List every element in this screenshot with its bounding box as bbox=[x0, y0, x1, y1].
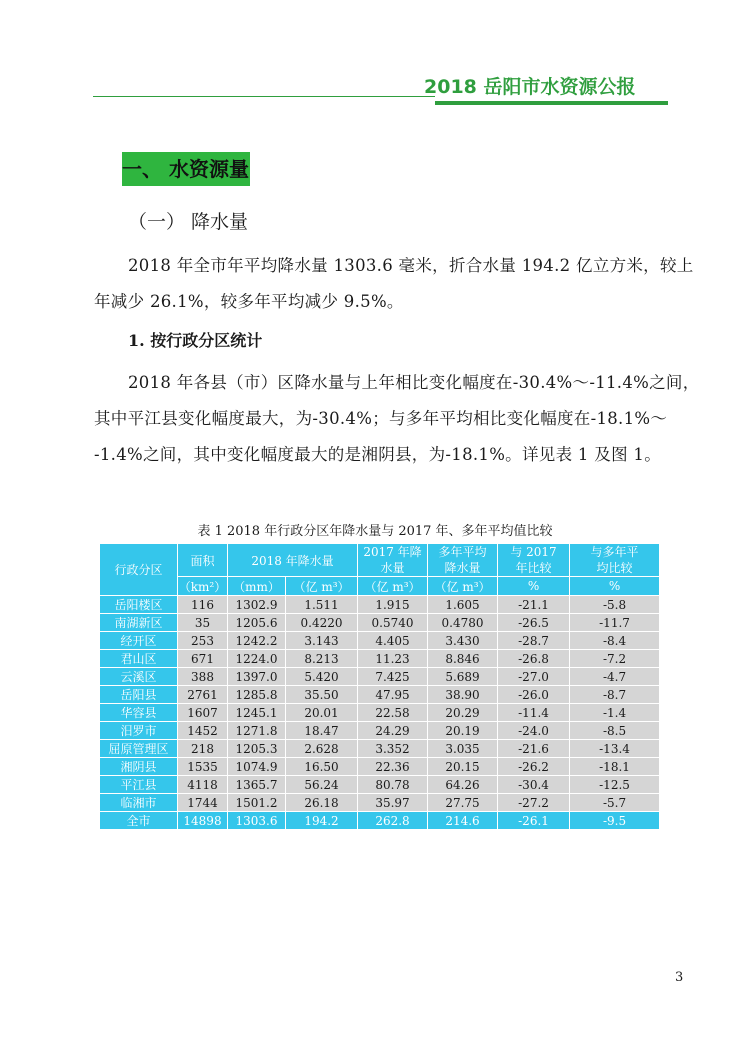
header-unit: （亿 m³） bbox=[358, 577, 428, 596]
table-cell: 1224.0 bbox=[228, 650, 286, 668]
table-cell: 1535 bbox=[178, 758, 228, 776]
table-cell: -4.7 bbox=[570, 668, 660, 686]
table-cell: 16.50 bbox=[286, 758, 358, 776]
table-cell-district: 南湖新区 bbox=[100, 614, 178, 632]
table-cell-district: 岳阳楼区 bbox=[100, 596, 178, 614]
table-cell: 214.6 bbox=[428, 812, 498, 830]
table-cell-district: 湘阴县 bbox=[100, 758, 178, 776]
table-cell: 35.97 bbox=[358, 794, 428, 812]
table-cell: 671 bbox=[178, 650, 228, 668]
table-cell: 4.405 bbox=[358, 632, 428, 650]
table-cell: -11.4 bbox=[498, 704, 570, 722]
table-cell: 1452 bbox=[178, 722, 228, 740]
table-cell: 194.2 bbox=[286, 812, 358, 830]
table-cell: 20.01 bbox=[286, 704, 358, 722]
table-cell: -8.5 bbox=[570, 722, 660, 740]
table-cell: 0.4780 bbox=[428, 614, 498, 632]
table-cell: 1365.7 bbox=[228, 776, 286, 794]
table-cell-district: 岳阳县 bbox=[100, 686, 178, 704]
header-district: 行政分区 bbox=[100, 544, 178, 596]
table-cell: 262.8 bbox=[358, 812, 428, 830]
table-cell: 1245.1 bbox=[228, 704, 286, 722]
table-cell: 0.4220 bbox=[286, 614, 358, 632]
header-unit: % bbox=[570, 577, 660, 596]
header-unit: （mm） bbox=[228, 577, 286, 596]
table-cell: 1303.6 bbox=[228, 812, 286, 830]
table-row bbox=[100, 758, 660, 776]
table-cell: 38.90 bbox=[428, 686, 498, 704]
table-cell-district: 临湘市 bbox=[100, 794, 178, 812]
table-cell-district: 全市 bbox=[100, 812, 178, 830]
table-cell: 1397.0 bbox=[228, 668, 286, 686]
table-cell-district: 云溪区 bbox=[100, 668, 178, 686]
table-cell: 22.36 bbox=[358, 758, 428, 776]
table-cell: -8.7 bbox=[570, 686, 660, 704]
header-compare-average: 与多年平 均比较 bbox=[570, 544, 660, 577]
table-cell: 5.689 bbox=[428, 668, 498, 686]
table-cell: 27.75 bbox=[428, 794, 498, 812]
header-unit: % bbox=[498, 577, 570, 596]
precipitation-table bbox=[99, 543, 660, 830]
table-cell-district: 平江县 bbox=[100, 776, 178, 794]
table-cell: -27.2 bbox=[498, 794, 570, 812]
table-cell: -5.7 bbox=[570, 794, 660, 812]
table-cell: 3.035 bbox=[428, 740, 498, 758]
table-cell: -26.1 bbox=[498, 812, 570, 830]
table-cell: -30.4 bbox=[498, 776, 570, 794]
table-cell: 2761 bbox=[178, 686, 228, 704]
table-cell: 1242.2 bbox=[228, 632, 286, 650]
table-cell: -12.5 bbox=[570, 776, 660, 794]
header-rain-2017: 2017 年降 水量 bbox=[358, 544, 428, 577]
table-cell: 3.143 bbox=[286, 632, 358, 650]
table-cell: -21.1 bbox=[498, 596, 570, 614]
table-cell: 18.47 bbox=[286, 722, 358, 740]
paragraph-1-line-1: 2018 年全市年平均降水量 1303.6 毫米，折合水量 194.2 亿立方米，较上 bbox=[128, 256, 694, 275]
table-cell: 1285.8 bbox=[228, 686, 286, 704]
header-rain-2018: 2018 年降水量 bbox=[228, 544, 358, 577]
table-row bbox=[100, 794, 660, 812]
table-cell: 1205.3 bbox=[228, 740, 286, 758]
table-row bbox=[100, 596, 660, 614]
paragraph-1-line-2: 年减少 26.1%，较多年平均减少 9.5%。 bbox=[94, 292, 404, 311]
table-cell: 1744 bbox=[178, 794, 228, 812]
section-heading: 一、 水资源量 bbox=[122, 152, 250, 186]
header-rule-thin bbox=[93, 96, 435, 97]
table-cell: 5.420 bbox=[286, 668, 358, 686]
table-cell: -8.4 bbox=[570, 632, 660, 650]
header-unit: （亿 m³） bbox=[428, 577, 498, 596]
running-header-title: 2018 岳阳市水资源公报 bbox=[424, 76, 636, 98]
paragraph-2-line-3: -1.4%之间，其中变化幅度最大的是湘阴县，为-18.1%。详见表 1 及图 1。 bbox=[94, 445, 662, 464]
table-cell: -26.5 bbox=[498, 614, 570, 632]
item-heading: 1. 按行政分区统计 bbox=[128, 331, 263, 350]
table-caption: 表 1 2018 年行政分区年降水量与 2017 年、多年平均值比较 bbox=[197, 524, 553, 539]
table-cell: -5.8 bbox=[570, 596, 660, 614]
table-cell: 116 bbox=[178, 596, 228, 614]
table-cell: 20.19 bbox=[428, 722, 498, 740]
table-cell: 1302.9 bbox=[228, 596, 286, 614]
table-cell: 0.5740 bbox=[358, 614, 428, 632]
paragraph-2-line-2: 其中平江县变化幅度最大，为-30.4%；与多年平均相比变化幅度在-18.1%～ bbox=[94, 409, 668, 428]
table-cell: 35 bbox=[178, 614, 228, 632]
table-cell-district: 经开区 bbox=[100, 632, 178, 650]
table-cell: -27.0 bbox=[498, 668, 570, 686]
table-row bbox=[100, 632, 660, 650]
table-row bbox=[100, 740, 660, 758]
table-cell: 1501.2 bbox=[228, 794, 286, 812]
table-cell: 388 bbox=[178, 668, 228, 686]
table-row bbox=[100, 722, 660, 740]
paragraph-2-line-1: 2018 年各县（市）区降水量与上年相比变化幅度在-30.4%～-11.4%之间， bbox=[128, 373, 700, 392]
table-header-row-1 bbox=[100, 544, 660, 577]
table-cell: -28.7 bbox=[498, 632, 570, 650]
table-cell: -24.0 bbox=[498, 722, 570, 740]
table-row bbox=[100, 614, 660, 632]
header-compare-2017: 与 2017 年比较 bbox=[498, 544, 570, 577]
header-multi-year: 多年平均 降水量 bbox=[428, 544, 498, 577]
table-cell: 1074.9 bbox=[228, 758, 286, 776]
table-total-row bbox=[100, 812, 660, 830]
table-cell: 1607 bbox=[178, 704, 228, 722]
table-cell: -26.8 bbox=[498, 650, 570, 668]
table-cell-district: 君山区 bbox=[100, 650, 178, 668]
table-cell: 4118 bbox=[178, 776, 228, 794]
table-row bbox=[100, 686, 660, 704]
table-cell: 22.58 bbox=[358, 704, 428, 722]
table-body bbox=[100, 596, 660, 830]
header-rule-thick bbox=[435, 101, 668, 105]
table-cell: -9.5 bbox=[570, 812, 660, 830]
table-cell: -11.7 bbox=[570, 614, 660, 632]
table-row bbox=[100, 668, 660, 686]
table-cell: -21.6 bbox=[498, 740, 570, 758]
table-cell-district: 屈原管理区 bbox=[100, 740, 178, 758]
table-cell: 1.605 bbox=[428, 596, 498, 614]
table-cell: 253 bbox=[178, 632, 228, 650]
table-cell: -26.2 bbox=[498, 758, 570, 776]
table-cell: 7.425 bbox=[358, 668, 428, 686]
header-unit: （亿 m³） bbox=[286, 577, 358, 596]
table-cell: 26.18 bbox=[286, 794, 358, 812]
table-cell: -18.1 bbox=[570, 758, 660, 776]
subsection-heading: （一） 降水量 bbox=[128, 211, 249, 233]
table-cell: 80.78 bbox=[358, 776, 428, 794]
table-cell: 1205.6 bbox=[228, 614, 286, 632]
table-header-row-2 bbox=[100, 577, 660, 596]
table-cell: 2.628 bbox=[286, 740, 358, 758]
table-cell: 20.15 bbox=[428, 758, 498, 776]
table-cell: 24.29 bbox=[358, 722, 428, 740]
table-cell: 14898 bbox=[178, 812, 228, 830]
table-row bbox=[100, 704, 660, 722]
table-cell: -1.4 bbox=[570, 704, 660, 722]
table-cell: 8.213 bbox=[286, 650, 358, 668]
table-cell: 56.24 bbox=[286, 776, 358, 794]
table-cell: 11.23 bbox=[358, 650, 428, 668]
header-area: 面积 bbox=[178, 544, 228, 577]
table-cell: 8.846 bbox=[428, 650, 498, 668]
table-cell: 218 bbox=[178, 740, 228, 758]
table-cell: 1.511 bbox=[286, 596, 358, 614]
table-cell: -26.0 bbox=[498, 686, 570, 704]
table-cell: 20.29 bbox=[428, 704, 498, 722]
table-cell-district: 华容县 bbox=[100, 704, 178, 722]
table-cell: 64.26 bbox=[428, 776, 498, 794]
table-cell: -13.4 bbox=[570, 740, 660, 758]
header-unit: （km²） bbox=[178, 577, 228, 596]
table-cell: 3.430 bbox=[428, 632, 498, 650]
table-row bbox=[100, 776, 660, 794]
table-cell: -7.2 bbox=[570, 650, 660, 668]
table-cell: 1271.8 bbox=[228, 722, 286, 740]
page-number: 3 bbox=[675, 970, 684, 985]
table-cell-district: 汨罗市 bbox=[100, 722, 178, 740]
table-cell: 3.352 bbox=[358, 740, 428, 758]
table-cell: 1.915 bbox=[358, 596, 428, 614]
table-cell: 47.95 bbox=[358, 686, 428, 704]
table-cell: 35.50 bbox=[286, 686, 358, 704]
table-row bbox=[100, 650, 660, 668]
